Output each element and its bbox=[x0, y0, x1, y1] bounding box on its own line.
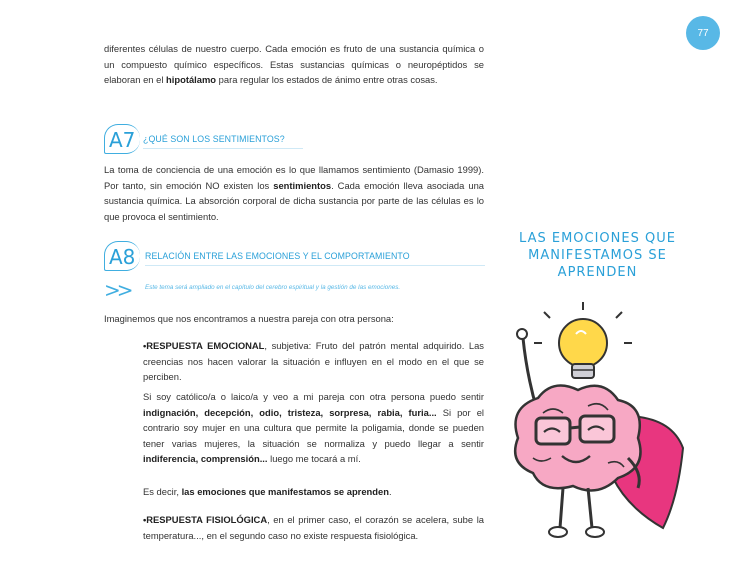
physiological-response-text: , en el primer caso, el corazón se acelera, sube la temperatura..., en el segundo caso no existe respuesta fisiológica. bbox=[143, 514, 484, 541]
example-text-1: Si soy católico/a o laico/a y veo a mi pareja con otra persona puedo sentir bbox=[143, 391, 484, 402]
intro-paragraph bbox=[104, 41, 484, 88]
physiological-response-label: •RESPUESTA FISIOLÓGICA bbox=[143, 514, 268, 525]
a8-note: Este tema será ampliado en el capítulo del cerebro espiritual y la gestión de las emociones. bbox=[145, 284, 401, 291]
a7-text-2: . Cada emoción lleva asociada una sustancia química. La absorción corporal de dicha sustancia por parte de las células es lo que provoca el sentimiento. bbox=[104, 179, 484, 222]
a7-bold-sentimientos: sentimientos bbox=[273, 179, 332, 191]
side-title: LAS EMOCIONES QUE MANIFESTAMOS SE APRENDEN bbox=[519, 231, 676, 280]
section-a7-rule bbox=[143, 148, 303, 149]
example-text-3: luego me tocará a mí. bbox=[267, 453, 361, 464]
a7-paragraph bbox=[104, 162, 484, 224]
section-a8-rule bbox=[145, 265, 485, 266]
intro-bold-hipotalamo: hipotálamo bbox=[166, 74, 217, 85]
emotional-response-paragraph bbox=[143, 338, 484, 385]
legs bbox=[560, 488, 592, 528]
page-number-badge: 77 bbox=[686, 16, 720, 50]
section-a8-title: RELACIÓN ENTRE LAS EMOCIONES Y EL COMPORTAMIENTO bbox=[145, 251, 410, 261]
a8-lead: Imaginemos que nos encontramos a nuestra pareja con otra persona: bbox=[104, 313, 394, 324]
example-paragraph bbox=[143, 389, 484, 467]
section-a7-title: ¿QUÉ SON LOS SENTIMIENTOS? bbox=[143, 134, 285, 144]
emotional-response-text: , subjetiva: Fruto del patrón mental adquirido. Las creencias nos hacen valorar la situación e influyen en el modo en el que se perciben. bbox=[143, 340, 484, 382]
intro-text-2: para regular los estados de ánimo entre otras cosas. bbox=[216, 74, 438, 85]
conclusion-text-1: Es decir, bbox=[143, 486, 182, 497]
a7-text-1: La toma de conciencia de una emoción es lo que llamamos sentimiento (Damasio 1999). Por tanto, sin emoción NO existen los bbox=[104, 164, 484, 191]
section-a8-badge: A8 bbox=[104, 241, 140, 271]
brain-body bbox=[515, 386, 640, 491]
conclusion-text-2: . bbox=[388, 486, 392, 497]
intro-text-1: diferentes células de nuestro cuerpo. Cada emoción es fruto de una sustancia química o un compuesto químico específicos. Estas sustancias químicas o neuropéptidos se elaboran en el bbox=[104, 43, 484, 85]
conclusion-paragraph bbox=[143, 484, 484, 500]
physiological-response-paragraph bbox=[143, 512, 484, 543]
double-chevron-icon: >> bbox=[104, 278, 130, 302]
emotional-response-label: •RESPUESTA EMOCIONAL bbox=[143, 340, 265, 351]
brain-superhero-illustration bbox=[478, 298, 698, 553]
light-bulb-icon bbox=[534, 302, 632, 378]
example-text-2: Si por el contrario soy mujer en una cultura que permite la poligamia, donde se pueden tener varias mujeres, la situación se normaliza y puedo llegar a sentir bbox=[143, 406, 484, 449]
section-a7-badge: A7 bbox=[104, 124, 140, 154]
example-bold-emotions: indignación, decepción, odio, tristeza, sorpresa, rabia, furia... bbox=[143, 406, 437, 418]
conclusion-bold: las emociones que manifestamos se aprenden bbox=[181, 486, 389, 497]
example-bold-indifference: indiferencia, comprensión... bbox=[143, 453, 268, 464]
